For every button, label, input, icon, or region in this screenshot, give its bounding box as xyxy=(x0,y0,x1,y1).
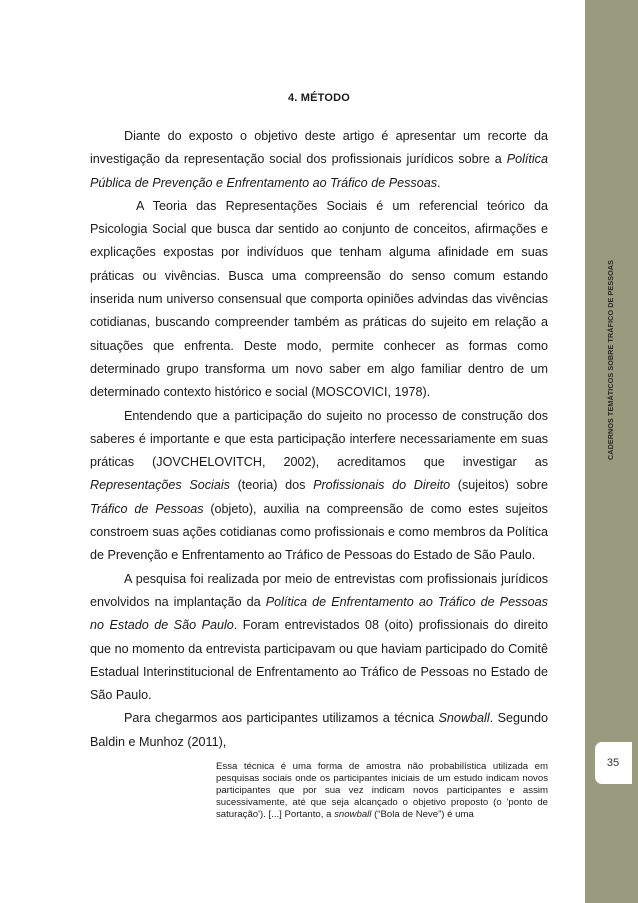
quote-text-a: Essa técnica é uma forma de amostra não probabilística utilizada em pesquisas sociais onde os participantes iniciais de um estudo indicam novos participantes que por sua vez indicam novos participantes e assim sucessivamente, até que seja alcançado o objetivo proposto (o 'ponto de saturação'). [...] Portanto, a xyxy=(216,761,548,820)
p3-text-a: Entendendo que a participação do sujeito no processo de construção dos saberes é importante e que esta participação interfere necessariamente em suas práticas (JOVCHELOVITCH, 2002), acreditamos que investigar as xyxy=(90,408,548,470)
paragraph-5 xyxy=(90,707,548,754)
p1-text-b: . xyxy=(437,175,441,190)
p3-text-d: (objeto), auxilia na compreensão de como estes sujeitos constroem suas ações cotidianas como profissionais e como membros da Política de Prevenção e Enfrentamento ao Tráfico de Pessoas do Estado de São Paulo. xyxy=(90,501,548,563)
paragraph-2: A Teoria das Representações Sociais é um referencial teórico da Psicologia Social que busca dar sentido ao conjunto de conceitos, afirmações e explicações expostas por indivíduos que tenham alguma afinidade em suas práticas ou vivências. Busca uma compreensão do senso comum estando inserida num universo consensual que comporta opiniões advindas das vivências cotidianas, buscando compreender também as práticas do sujeito em relação a situações que enfrenta. Deste modo, permite conhecer as formas como determinado grupo transforma um novo saber em algo familiar dentro de um determinado contexto histórico e social (MOSCOVICI, 1978). xyxy=(90,198,548,400)
p3-text-b: (teoria) dos xyxy=(229,478,314,493)
paragraph-3 xyxy=(90,405,548,568)
page-number: 35 xyxy=(606,757,620,769)
p5-text-b: . Segundo Baldin e Munhoz (2011), xyxy=(90,711,548,749)
paragraph-1 xyxy=(90,125,548,195)
p4-text-b: . Foram entrevistados 08 (oito) profissionais do direito que no momento da entrevista participavam ou que haviam participado do Comitê Estadual Interinstitucional de Enfrentamento ao Tráfico de Pessoas no Estado de São Paulo. xyxy=(90,618,548,703)
p4-text-a: A pesquisa foi realizada por meio de entrevistas com profissionais jurídicos envolvidos na implantação da xyxy=(90,571,548,609)
p3-italic-3: Tráfico de Pessoas xyxy=(90,501,204,516)
running-title: CADERNOS TEMÁTICOS SOBRE TRÁFICO DE PESSOAS xyxy=(606,260,615,460)
quote-text-b: (“Bola de Neve”) é uma xyxy=(371,809,474,820)
p4-italic: Política de Enfrentamento ao Tráfico de Pessoas no Estado de São Paulo xyxy=(90,594,548,633)
section-heading: 4. MÉTODO xyxy=(287,92,351,104)
p3-italic-2: Profissionais do Direito xyxy=(313,478,451,493)
p1-text-a: Diante do exposto o objetivo deste artigo é apresentar um recorte da investigação da representação social dos profissionais jurídicos sobre a xyxy=(90,129,548,167)
p1-italic: Política Pública de Prevenção e Enfrentamento ao Tráfico de Pessoas xyxy=(90,152,548,190)
p5-italic: Snowball xyxy=(438,711,490,726)
p3-italic-1: Representações Sociais xyxy=(90,478,230,493)
quote-italic: snowball xyxy=(334,809,372,820)
body-text xyxy=(90,125,548,754)
paragraph-4 xyxy=(90,568,548,708)
p3-text-c: (sujeitos) sobre xyxy=(450,478,549,493)
p5-text-a: Para chegarmos aos participantes utilizamos a técnica xyxy=(124,711,439,726)
block-quote xyxy=(216,761,548,821)
